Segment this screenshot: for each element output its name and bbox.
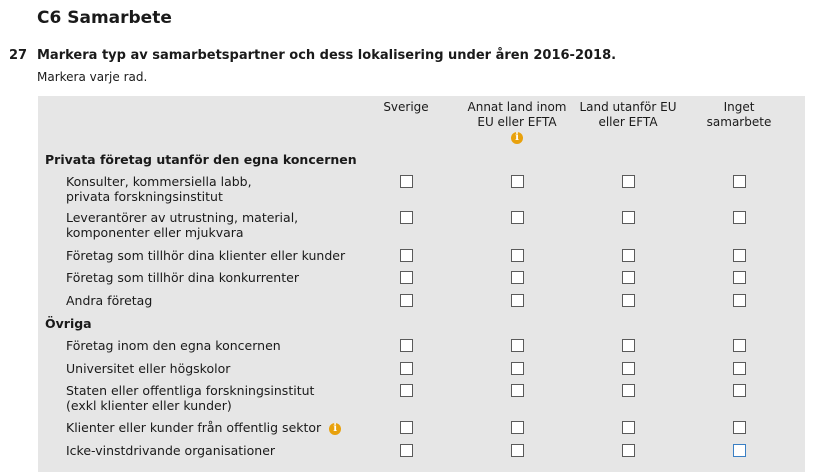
checkbox[interactable]: [622, 211, 635, 224]
group-heading: Övriga: [45, 316, 92, 331]
column-header-line: EU eller EFTA: [477, 115, 557, 129]
question-number: 27: [9, 48, 28, 63]
row-label-line: Andra företag: [66, 293, 153, 308]
checkbox[interactable]: [733, 421, 746, 434]
column-header-3: [568, 100, 688, 130]
checkbox[interactable]: [400, 294, 413, 307]
row-label: [66, 383, 314, 413]
checkbox[interactable]: [400, 421, 413, 434]
checkbox[interactable]: [511, 175, 524, 188]
checkbox[interactable]: [622, 384, 635, 397]
checkbox[interactable]: [733, 211, 746, 224]
checkbox[interactable]: [511, 271, 524, 284]
column-header-line: Annat land inom: [467, 100, 567, 114]
row-label: [66, 293, 152, 308]
column-header-line: Land utanför EU: [579, 100, 677, 114]
checkbox[interactable]: [400, 249, 413, 262]
info-icon[interactable]: i: [329, 423, 341, 435]
column-info: [457, 130, 577, 145]
row-label-line: Konsulter, kommersiella labb,: [66, 174, 252, 189]
checkbox[interactable]: [733, 249, 746, 262]
row-label-line: Staten eller offentliga forskningsinstitut: [66, 383, 315, 398]
row-label: [66, 361, 230, 376]
checkbox[interactable]: [733, 384, 746, 397]
checkbox[interactable]: [400, 362, 413, 375]
checkbox[interactable]: [733, 175, 746, 188]
checkbox[interactable]: [400, 211, 413, 224]
checkbox[interactable]: [511, 421, 524, 434]
row-label: [66, 420, 341, 435]
question-instruction: Markera varje rad.: [37, 70, 148, 84]
checkbox[interactable]: [622, 271, 635, 284]
row-label-line: (exkl klienter eller kunder): [66, 398, 232, 413]
checkbox[interactable]: [622, 339, 635, 352]
column-header-2: [457, 100, 577, 145]
row-label-line: Företag som tillhör dina klienter eller kunder: [66, 248, 346, 263]
section-title: C6 Samarbete: [37, 8, 172, 28]
checkbox[interactable]: [400, 271, 413, 284]
checkbox[interactable]: [622, 175, 635, 188]
row-label: [66, 270, 299, 285]
checkbox[interactable]: [622, 249, 635, 262]
checkbox[interactable]: [622, 294, 635, 307]
column-header-line: samarbete: [706, 115, 772, 129]
checkbox[interactable]: [733, 362, 746, 375]
checkbox[interactable]: [733, 271, 746, 284]
row-label-line: Företag inom den egna koncernen: [66, 338, 281, 353]
checkbox[interactable]: [622, 444, 635, 457]
checkbox[interactable]: [400, 175, 413, 188]
row-label-line: privata forskningsinstitut: [66, 189, 223, 204]
checkbox[interactable]: [511, 362, 524, 375]
row-label-line: komponenter eller mjukvara: [66, 225, 244, 240]
question-text: Markera typ av samarbetspartner och dess lokalisering under åren 2016-2018.: [37, 48, 617, 63]
row-label: [66, 174, 252, 204]
row-label: [66, 338, 281, 353]
checkbox[interactable]: [511, 249, 524, 262]
column-header-line: Inget: [723, 100, 755, 114]
column-header-4: [679, 100, 799, 130]
row-label: [66, 248, 345, 263]
checkbox[interactable]: [733, 294, 746, 307]
info-icon[interactable]: i: [511, 132, 523, 144]
row-label-line: Företag som tillhör dina konkurrenter: [66, 270, 299, 285]
checkbox[interactable]: [733, 444, 746, 457]
checkbox[interactable]: [622, 362, 635, 375]
row-label-line: Leverantörer av utrustning, material,: [66, 210, 299, 225]
column-header-1: [346, 100, 466, 115]
checkbox[interactable]: [400, 444, 413, 457]
checkbox[interactable]: [622, 421, 635, 434]
row-label-line: Universitet eller högskolor: [66, 361, 231, 376]
row-label-line: Klienter eller kunder från offentlig sektor i: [66, 420, 341, 435]
checkbox[interactable]: [733, 339, 746, 352]
answer-grid: [38, 96, 805, 472]
checkbox[interactable]: [400, 384, 413, 397]
checkbox[interactable]: [400, 339, 413, 352]
group-heading: Privata företag utanför den egna koncernen: [45, 152, 357, 167]
column-header-line: eller EFTA: [598, 115, 658, 129]
row-label: [66, 210, 298, 240]
checkbox[interactable]: [511, 444, 524, 457]
checkbox[interactable]: [511, 384, 524, 397]
row-label: [66, 443, 275, 458]
checkbox[interactable]: [511, 339, 524, 352]
checkbox[interactable]: [511, 211, 524, 224]
row-label-line: Icke-vinstdrivande organisationer: [66, 443, 276, 458]
checkbox[interactable]: [511, 294, 524, 307]
column-header-line: Sverige: [383, 100, 429, 114]
